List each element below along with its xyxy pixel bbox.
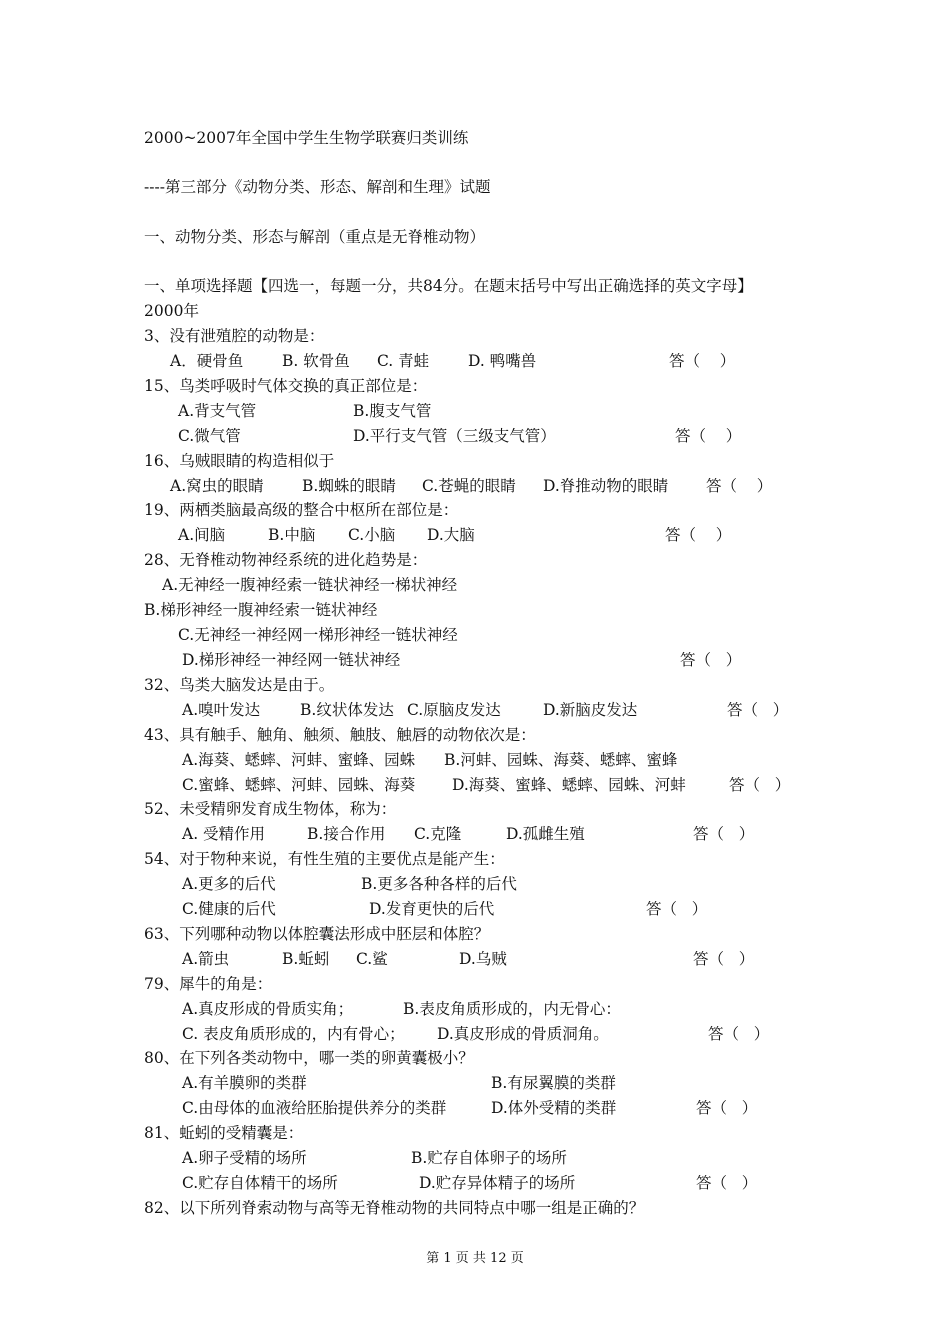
q80-option-d: D.体外受精的类群 [491,1099,617,1117]
q32-option-a: A.嗅叶发达 [182,701,261,719]
q79-option-c: C. 表皮角质形成的，内有骨心； [182,1025,405,1043]
q52-option-b: B.接合作用 [307,825,386,843]
question-15: 15、鸟类呼吸时气体交换的真正部位是： [144,377,428,395]
q54-option-c: C.健康的后代 [182,900,276,918]
part-heading: 一、单项选择题【四选一，每题一分，共84分。在题末括号中写出正确选择的英文字母】 [144,277,753,295]
q63-answer-blank: 答（ ） [693,950,755,968]
q52-option-c: C.克隆 [414,825,462,843]
q81-option-a: A.卵子受精的场所 [182,1149,307,1167]
question-81: 81、蚯蚓的受精囊是： [144,1124,304,1142]
question-19: 19、两栖类脑最高级的整合中枢所在部位是： [144,501,459,519]
q32-option-b: B.纹状体发达 [300,701,394,719]
q79-option-a: A.真皮形成的骨质实角； [182,1000,354,1018]
q43-answer-blank: 答（ ） [729,776,791,794]
q81-option-c: C.贮存自体精干的场所 [182,1174,338,1192]
q19-option-b: B.中脑 [268,526,316,544]
q16-option-b: B.蜘蛛的眼睛 [302,477,396,495]
question-43: 43、具有触手、触角、触须、触肢、触唇的动物依次是： [144,726,536,744]
q3-option-d: D. 鸭嘴兽 [468,352,537,370]
q54-option-d: D.发育更快的后代 [369,900,495,918]
q43-option-c: C.蜜蜂、蟋蟀、河蚌、园蛛、海葵 [182,776,416,794]
q15-option-a: A.背支气管 [178,402,257,420]
q19-option-c: C.小脑 [348,526,396,544]
q54-answer-blank: 答（ ） [646,900,708,918]
question-28: 28、无脊椎动物神经系统的进化趋势是： [144,551,428,569]
q3-option-a: A．硬骨鱼 [170,352,244,370]
question-79: 79、犀牛的角是： [144,975,273,993]
question-3: 3、没有泄殖腔的动物是： [144,327,325,345]
q54-option-a: A.更多的后代 [182,875,276,893]
q15-answer-blank: 答（ ） [675,427,742,445]
document-subtitle: ----第三部分《动物分类、形态、解剖和生理》试题 [144,178,491,196]
q16-answer-blank: 答（ ） [706,477,773,495]
question-52: 52、未受精卵发育成生物体，称为： [144,800,397,818]
q3-answer-blank: 答（ ） [669,352,736,370]
q16-option-d: D.脊推动物的眼睛 [543,477,669,495]
q28-answer-blank: 答（ ） [680,651,742,669]
q3-option-c: C. 青蛙 [377,352,430,370]
q79-answer-blank: 答（ ） [708,1025,770,1043]
q80-option-a: A.有羊膜卵的类群 [182,1074,307,1092]
page-footer: 第 1 页 共 12 页 [426,1251,524,1266]
q32-option-d: D.新脑皮发达 [543,701,638,719]
q81-answer-blank: 答（ ） [696,1174,758,1192]
q43-option-a: A.海葵、蟋蟀、河蚌、蜜蜂、园蛛 [182,751,416,769]
section-heading: 一、动物分类、形态与解剖（重点是无脊椎动物） [144,228,486,246]
q15-option-c: C.微气管 [178,427,241,445]
q79-option-b: B.表皮角质形成的，内无骨心： [403,1000,621,1018]
question-16: 16、乌贼眼睛的构造相似于 [144,452,335,470]
q43-option-d: D.海葵、蜜蜂、蟋蟀、园蛛、河蚌 [452,776,686,794]
q52-answer-blank: 答（ ） [693,825,755,843]
q28-option-a: A.无神经一腹神经索一链状神经一梯状神经 [162,576,458,594]
q16-option-a: A.窝虫的眼睛 [170,477,264,495]
document-title: 2000~2007年全国中学生生物学联赛归类训练 [144,129,469,147]
q15-option-d: D.平行支气管（三级支气管） [353,427,556,445]
q63-option-d: D.乌贼 [459,950,507,968]
q28-option-b: B.梯形神经一腹神经索一链状神经 [144,601,378,619]
q81-option-b: B.贮存自体卵子的场所 [411,1149,567,1167]
question-54: 54、对于物种来说，有性生殖的主要优点是能产生： [144,850,505,868]
question-63: 63、下列哪种动物以体腔囊法形成中胚层和体腔？ [144,925,490,943]
question-82: 82、以下所列脊索动物与高等无脊椎动物的共同特点中哪一组是正确的？ [144,1199,645,1217]
q52-option-a: A. 受精作用 [182,825,266,843]
q54-option-b: B.更多各种各样的后代 [361,875,517,893]
q63-option-c: C.鲨 [356,950,388,968]
q28-option-d: D.梯形神经一神经网一链状神经 [182,651,401,669]
question-32: 32、鸟类大脑发达是由于。 [144,676,335,694]
q19-option-d: D.大脑 [427,526,475,544]
q32-answer-blank: 答（ ） [727,701,789,719]
q80-option-c: C.由母体的血液给胚胎提供养分的类群 [182,1099,447,1117]
q80-answer-blank: 答（ ） [696,1099,758,1117]
q19-answer-blank: 答（ ） [665,526,732,544]
q32-option-c: C.原脑皮发达 [407,701,501,719]
question-80: 80、在下列各类动物中，哪一类的卵黄囊极小？ [144,1049,474,1067]
q16-option-c: C.苍蝇的眼睛 [422,477,516,495]
q19-option-a: A.间脑 [178,526,226,544]
q15-option-b: B.腹支气管 [353,402,432,420]
year-heading: 2000年 [144,302,199,320]
q79-option-d: D.真皮形成的骨质洞角。 [437,1025,609,1043]
q63-option-b: B.蚯蚓 [282,950,330,968]
q3-option-b: B. 软骨鱼 [282,352,350,370]
q52-option-d: D.孤雌生殖 [506,825,585,843]
q81-option-d: D.贮存异体精子的场所 [419,1174,576,1192]
q63-option-a: A.箭虫 [182,950,230,968]
q28-option-c: C.无神经一神经网一梯形神经一链状神经 [178,626,458,644]
q43-option-b: B.河蚌、园蛛、海葵、蟋蟀、蜜蜂 [444,751,678,769]
q80-option-b: B.有尿翼膜的类群 [491,1074,616,1092]
